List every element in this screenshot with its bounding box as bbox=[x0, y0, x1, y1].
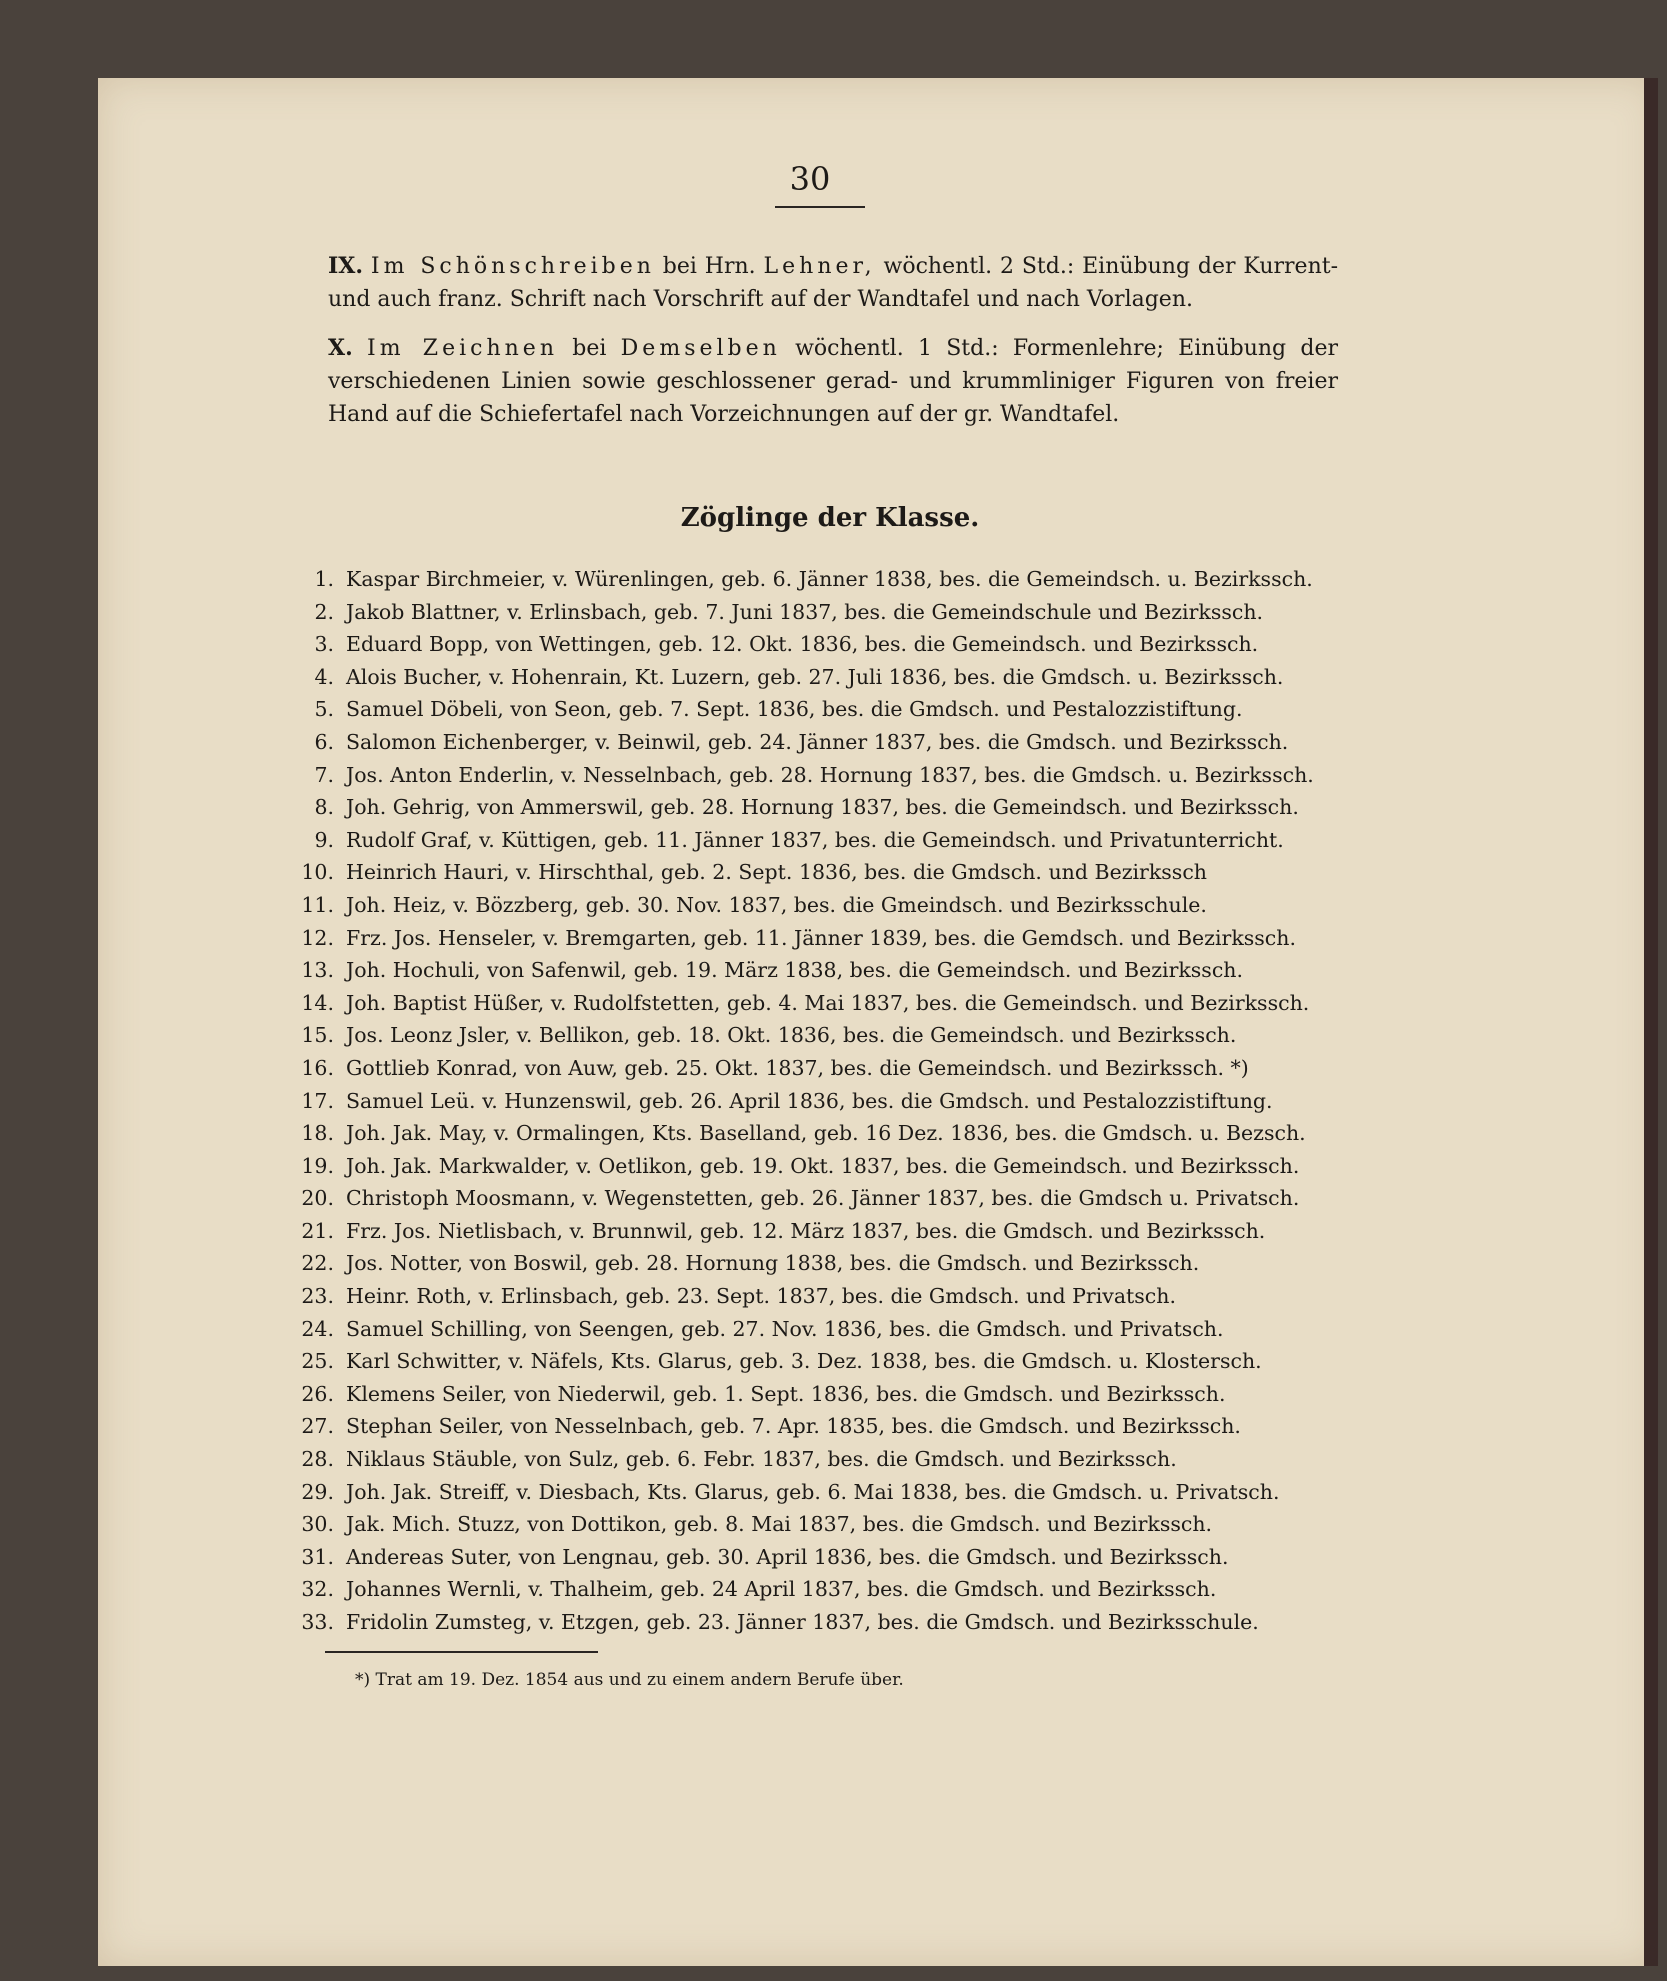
student-number: 29. bbox=[301, 1479, 334, 1504]
student-entry bbox=[290, 693, 1350, 726]
student-text: Frz. Jos. Nietlisbach, v. Brunnwil, geb. 12. März 1837, bes. die Gmdsch. und Bezirkssch. bbox=[346, 1218, 1266, 1243]
student-entry bbox=[290, 1410, 1350, 1443]
student-number: 31. bbox=[301, 1544, 334, 1569]
student-text: Fridolin Zumsteg, v. Etzgen, geb. 23. Jänner 1837, bes. die Gmdsch. und Bezirksschule. bbox=[346, 1610, 1259, 1634]
student-number: 17. bbox=[301, 1088, 334, 1113]
student-entry bbox=[290, 1606, 1350, 1639]
student-entry bbox=[290, 726, 1350, 759]
student-list bbox=[290, 563, 1350, 1639]
student-entry bbox=[290, 1247, 1350, 1280]
student-entry bbox=[290, 954, 1350, 987]
student-number: 11. bbox=[301, 892, 334, 917]
student-number: 21. bbox=[301, 1218, 334, 1243]
student-number: 19. bbox=[301, 1153, 334, 1178]
student-number: 9. bbox=[314, 827, 334, 852]
student-number: 27. bbox=[301, 1414, 334, 1439]
student-text: Kaspar Birchmeier, v. Würenlingen, geb. 6. Jänner 1838, bes. die Gemeindsch. u. Bezirkssch. bbox=[346, 567, 1313, 591]
student-number: 33. bbox=[301, 1610, 334, 1634]
section-teacher: Lehner, bbox=[763, 254, 876, 279]
student-text: Joh. Heiz, v. Bözzberg, geb. 30. Nov. 1837, bes. die Gmeindsch. und Bezirksschule. bbox=[346, 892, 1207, 917]
student-text: Andereas Suter, von Lengnau, geb. 30. April 1836, bes. die Gmdsch. und Bezirkssch. bbox=[346, 1544, 1229, 1569]
students-heading: Zöglinge der Klasse. bbox=[680, 503, 980, 533]
student-entry bbox=[290, 661, 1350, 694]
student-entry bbox=[290, 889, 1350, 922]
student-number: 18. bbox=[301, 1121, 334, 1146]
student-text: Eduard Bopp, von Wettingen, geb. 12. Okt. 1836, bes. die Gemeindsch. und Bezirkssch. bbox=[346, 632, 1259, 657]
student-text: Jos. Notter, von Boswil, geb. 28. Hornung 1838, bes. die Gmdsch. und Bezirkssch. bbox=[346, 1251, 1200, 1276]
student-number: 16. bbox=[301, 1055, 334, 1080]
student-number: 2. bbox=[314, 599, 334, 624]
student-text: Niklaus Stäuble, von Sulz, geb. 6. Febr. 1837, bes. die Gmdsch. und Bezirkssch. bbox=[346, 1447, 1177, 1472]
student-text: Jak. Mich. Stuzz, von Dottikon, geb. 8. Mai 1837, bes. die Gmdsch. und Bezirkssch. bbox=[346, 1512, 1213, 1537]
student-number: 15. bbox=[301, 1023, 334, 1048]
student-entry bbox=[290, 1085, 1350, 1118]
student-text: Jakob Blattner, v. Erlinsbach, geb. 7. Juni 1837, bes. die Gemeindschule und Bezirkssch. bbox=[346, 599, 1264, 624]
student-text: Stephan Seiler, von Nesselnbach, geb. 7. Apr. 1835, bes. die Gmdsch. und Bezirkssch. bbox=[346, 1414, 1241, 1439]
student-entry bbox=[290, 1052, 1350, 1085]
student-number: 23. bbox=[301, 1284, 334, 1309]
student-number: 6. bbox=[314, 729, 334, 754]
student-number: 26. bbox=[301, 1381, 334, 1406]
student-text: Heinr. Roth, v. Erlinsbach, geb. 23. Sept. 1837, bes. die Gmdsch. und Privatsch. bbox=[346, 1284, 1177, 1309]
student-entry bbox=[290, 759, 1350, 792]
student-entry bbox=[290, 922, 1350, 955]
student-text: Joh. Jak. Streiff, v. Diesbach, Kts. Glarus, geb. 6. Mai 1838, bes. die Gmdsch. u. Privatsch. bbox=[346, 1479, 1280, 1504]
student-number: 3. bbox=[314, 632, 334, 657]
footnote-rule bbox=[325, 1651, 598, 1653]
student-text: Joh. Jak. Markwalder, v. Oetlikon, geb. 19. Okt. 1837, bes. die Gemeindsch. und Bezirkssch. bbox=[346, 1153, 1300, 1178]
student-entry bbox=[290, 1150, 1350, 1183]
section-subject: Im Schönschreiben bbox=[370, 254, 655, 279]
student-entry bbox=[290, 628, 1350, 661]
student-number: 7. bbox=[314, 762, 334, 787]
student-entry bbox=[290, 1378, 1350, 1411]
student-text: Joh. Gehrig, von Ammerswil, geb. 28. Hornung 1837, bes. die Gemeindsch. und Bezirkssch. bbox=[346, 795, 1299, 820]
student-number: 14. bbox=[301, 990, 334, 1015]
book-spine bbox=[1644, 78, 1658, 1966]
section-x bbox=[328, 332, 1338, 431]
student-entry bbox=[290, 596, 1350, 629]
student-number: 4. bbox=[314, 664, 334, 689]
student-number: 32. bbox=[301, 1577, 334, 1602]
page-number-rule bbox=[775, 206, 865, 208]
student-text: Joh. Hochuli, von Safenwil, geb. 19. März 1838, bes. die Gemeindsch. und Bezirkssch. bbox=[346, 958, 1244, 983]
footnote: *) Trat am 19. Dez. 1854 aus und zu einem andern Berufe über. bbox=[355, 1670, 904, 1690]
section-teacher-intro: bei Hrn. bbox=[662, 254, 756, 279]
student-entry bbox=[290, 1345, 1350, 1378]
student-number: 1. bbox=[314, 567, 334, 591]
student-text: Klemens Seiler, von Niederwil, geb. 1. Sept. 1836, bes. die Gmdsch. und Bezirkssch. bbox=[346, 1381, 1226, 1406]
student-text: Johannes Wernli, v. Thalheim, geb. 24 April 1837, bes. die Gmdsch. und Bezirkssch. bbox=[346, 1577, 1217, 1602]
student-number: 10. bbox=[301, 860, 334, 885]
student-number: 28. bbox=[301, 1447, 334, 1472]
student-text: Samuel Schilling, von Seengen, geb. 27. Nov. 1836, bes. die Gmdsch. und Privatsch. bbox=[346, 1316, 1224, 1341]
section-ix bbox=[328, 250, 1338, 316]
student-entry bbox=[290, 824, 1350, 857]
student-text: Alois Bucher, v. Hohenrain, Kt. Luzern, geb. 27. Juli 1836, bes. die Gmdsch. u. Bezirkssch. bbox=[346, 664, 1284, 689]
student-entry bbox=[290, 1573, 1350, 1606]
student-text: Gottlieb Konrad, von Auw, geb. 25. Okt. 1837, bes. die Gemeindsch. und Bezirkssch. *) bbox=[346, 1055, 1249, 1080]
student-entry bbox=[290, 1508, 1350, 1541]
student-text: Salomon Eichenberger, v. Beinwil, geb. 24. Jänner 1837, bes. die Gmdsch. und Bezirkssch. bbox=[346, 729, 1289, 754]
student-number: 8. bbox=[314, 795, 334, 820]
page-number: 30 bbox=[789, 160, 831, 198]
student-entry bbox=[290, 563, 1350, 596]
student-entry bbox=[290, 1182, 1350, 1215]
student-number: 24. bbox=[301, 1316, 334, 1341]
student-entry bbox=[290, 1280, 1350, 1313]
section-number: X. bbox=[328, 335, 353, 361]
student-text: Samuel Leü. v. Hunzenswil, geb. 26. April 1836, bes. die Gmdsch. und Pestalozzistiftung. bbox=[346, 1088, 1273, 1113]
section-text: wöchentl. 2 Std.: Einübung der Kurrent- und auch franz. Schrift nach Vorschrift auf der Wandtafel und nach Vorlagen. bbox=[328, 254, 1339, 312]
student-text: Jos. Leonz Jsler, v. Bellikon, geb. 18. Okt. 1836, bes. die Gemeindsch. und Bezirkssch. bbox=[346, 1023, 1237, 1048]
section-subject: Im Zeichnen bbox=[367, 336, 558, 361]
student-text: Frz. Jos. Henseler, v. Bremgarten, geb. 11. Jänner 1839, bes. die Gemdsch. und Bezirkssch. bbox=[346, 925, 1296, 950]
student-number: 13. bbox=[301, 958, 334, 983]
student-entry bbox=[290, 856, 1350, 889]
student-entry bbox=[290, 791, 1350, 824]
student-entry bbox=[290, 987, 1350, 1020]
student-entry bbox=[290, 1313, 1350, 1346]
student-number: 5. bbox=[314, 697, 334, 722]
student-number: 30. bbox=[301, 1512, 334, 1537]
student-text: Heinrich Hauri, v. Hirschthal, geb. 2. Sept. 1836, bes. die Gmdsch. und Bezirkssch bbox=[346, 860, 1207, 885]
student-text: Christoph Moosmann, v. Wegenstetten, geb. 26. Jänner 1837, bes. die Gmdsch u. Privatsch. bbox=[346, 1186, 1300, 1211]
student-number: 12. bbox=[301, 925, 334, 950]
student-entry bbox=[290, 1019, 1350, 1052]
student-text: Karl Schwitter, v. Näfels, Kts. Glarus, geb. 3. Dez. 1838, bes. die Gmdsch. u. Klostersch. bbox=[346, 1349, 1262, 1374]
student-entry bbox=[290, 1541, 1350, 1574]
section-teacher: Demselben bbox=[620, 336, 781, 361]
section-teacher-intro: bei bbox=[572, 336, 607, 361]
student-entry bbox=[290, 1476, 1350, 1509]
student-text: Joh. Jak. May, v. Ormalingen, Kts. Baselland, geb. 16 Dez. 1836, bes. die Gmdsch. u. Bezsch. bbox=[346, 1121, 1306, 1146]
student-number: 20. bbox=[301, 1186, 334, 1211]
student-entry bbox=[290, 1443, 1350, 1476]
section-number: IX. bbox=[328, 253, 364, 279]
section-text: wöchentl. 1 Std.: Formenlehre; Einübung der verschiedenen Linien sowie geschlossener gerad- und krummliniger Figuren von freier Hand auf die Schiefertafel nach Vorzeichnungen auf der gr. Wandtafel. bbox=[328, 336, 1338, 427]
student-number: 25. bbox=[301, 1349, 334, 1374]
student-number: 22. bbox=[301, 1251, 334, 1276]
student-text: Rudolf Graf, v. Küttigen, geb. 11. Jänner 1837, bes. die Gemeindsch. und Privatunterricht. bbox=[346, 827, 1284, 852]
student-text: Joh. Baptist Hüßer, v. Rudolfstetten, geb. 4. Mai 1837, bes. die Gemeindsch. und Bezirkssch. bbox=[346, 990, 1310, 1015]
student-entry bbox=[290, 1215, 1350, 1248]
student-text: Samuel Döbeli, von Seon, geb. 7. Sept. 1836, bes. die Gmdsch. und Pestalozzistiftung. bbox=[346, 697, 1243, 722]
student-entry bbox=[290, 1117, 1350, 1150]
student-text: Jos. Anton Enderlin, v. Nesselnbach, geb. 28. Hornung 1837, bes. die Gmdsch. u. Bezirkssch. bbox=[346, 762, 1314, 787]
